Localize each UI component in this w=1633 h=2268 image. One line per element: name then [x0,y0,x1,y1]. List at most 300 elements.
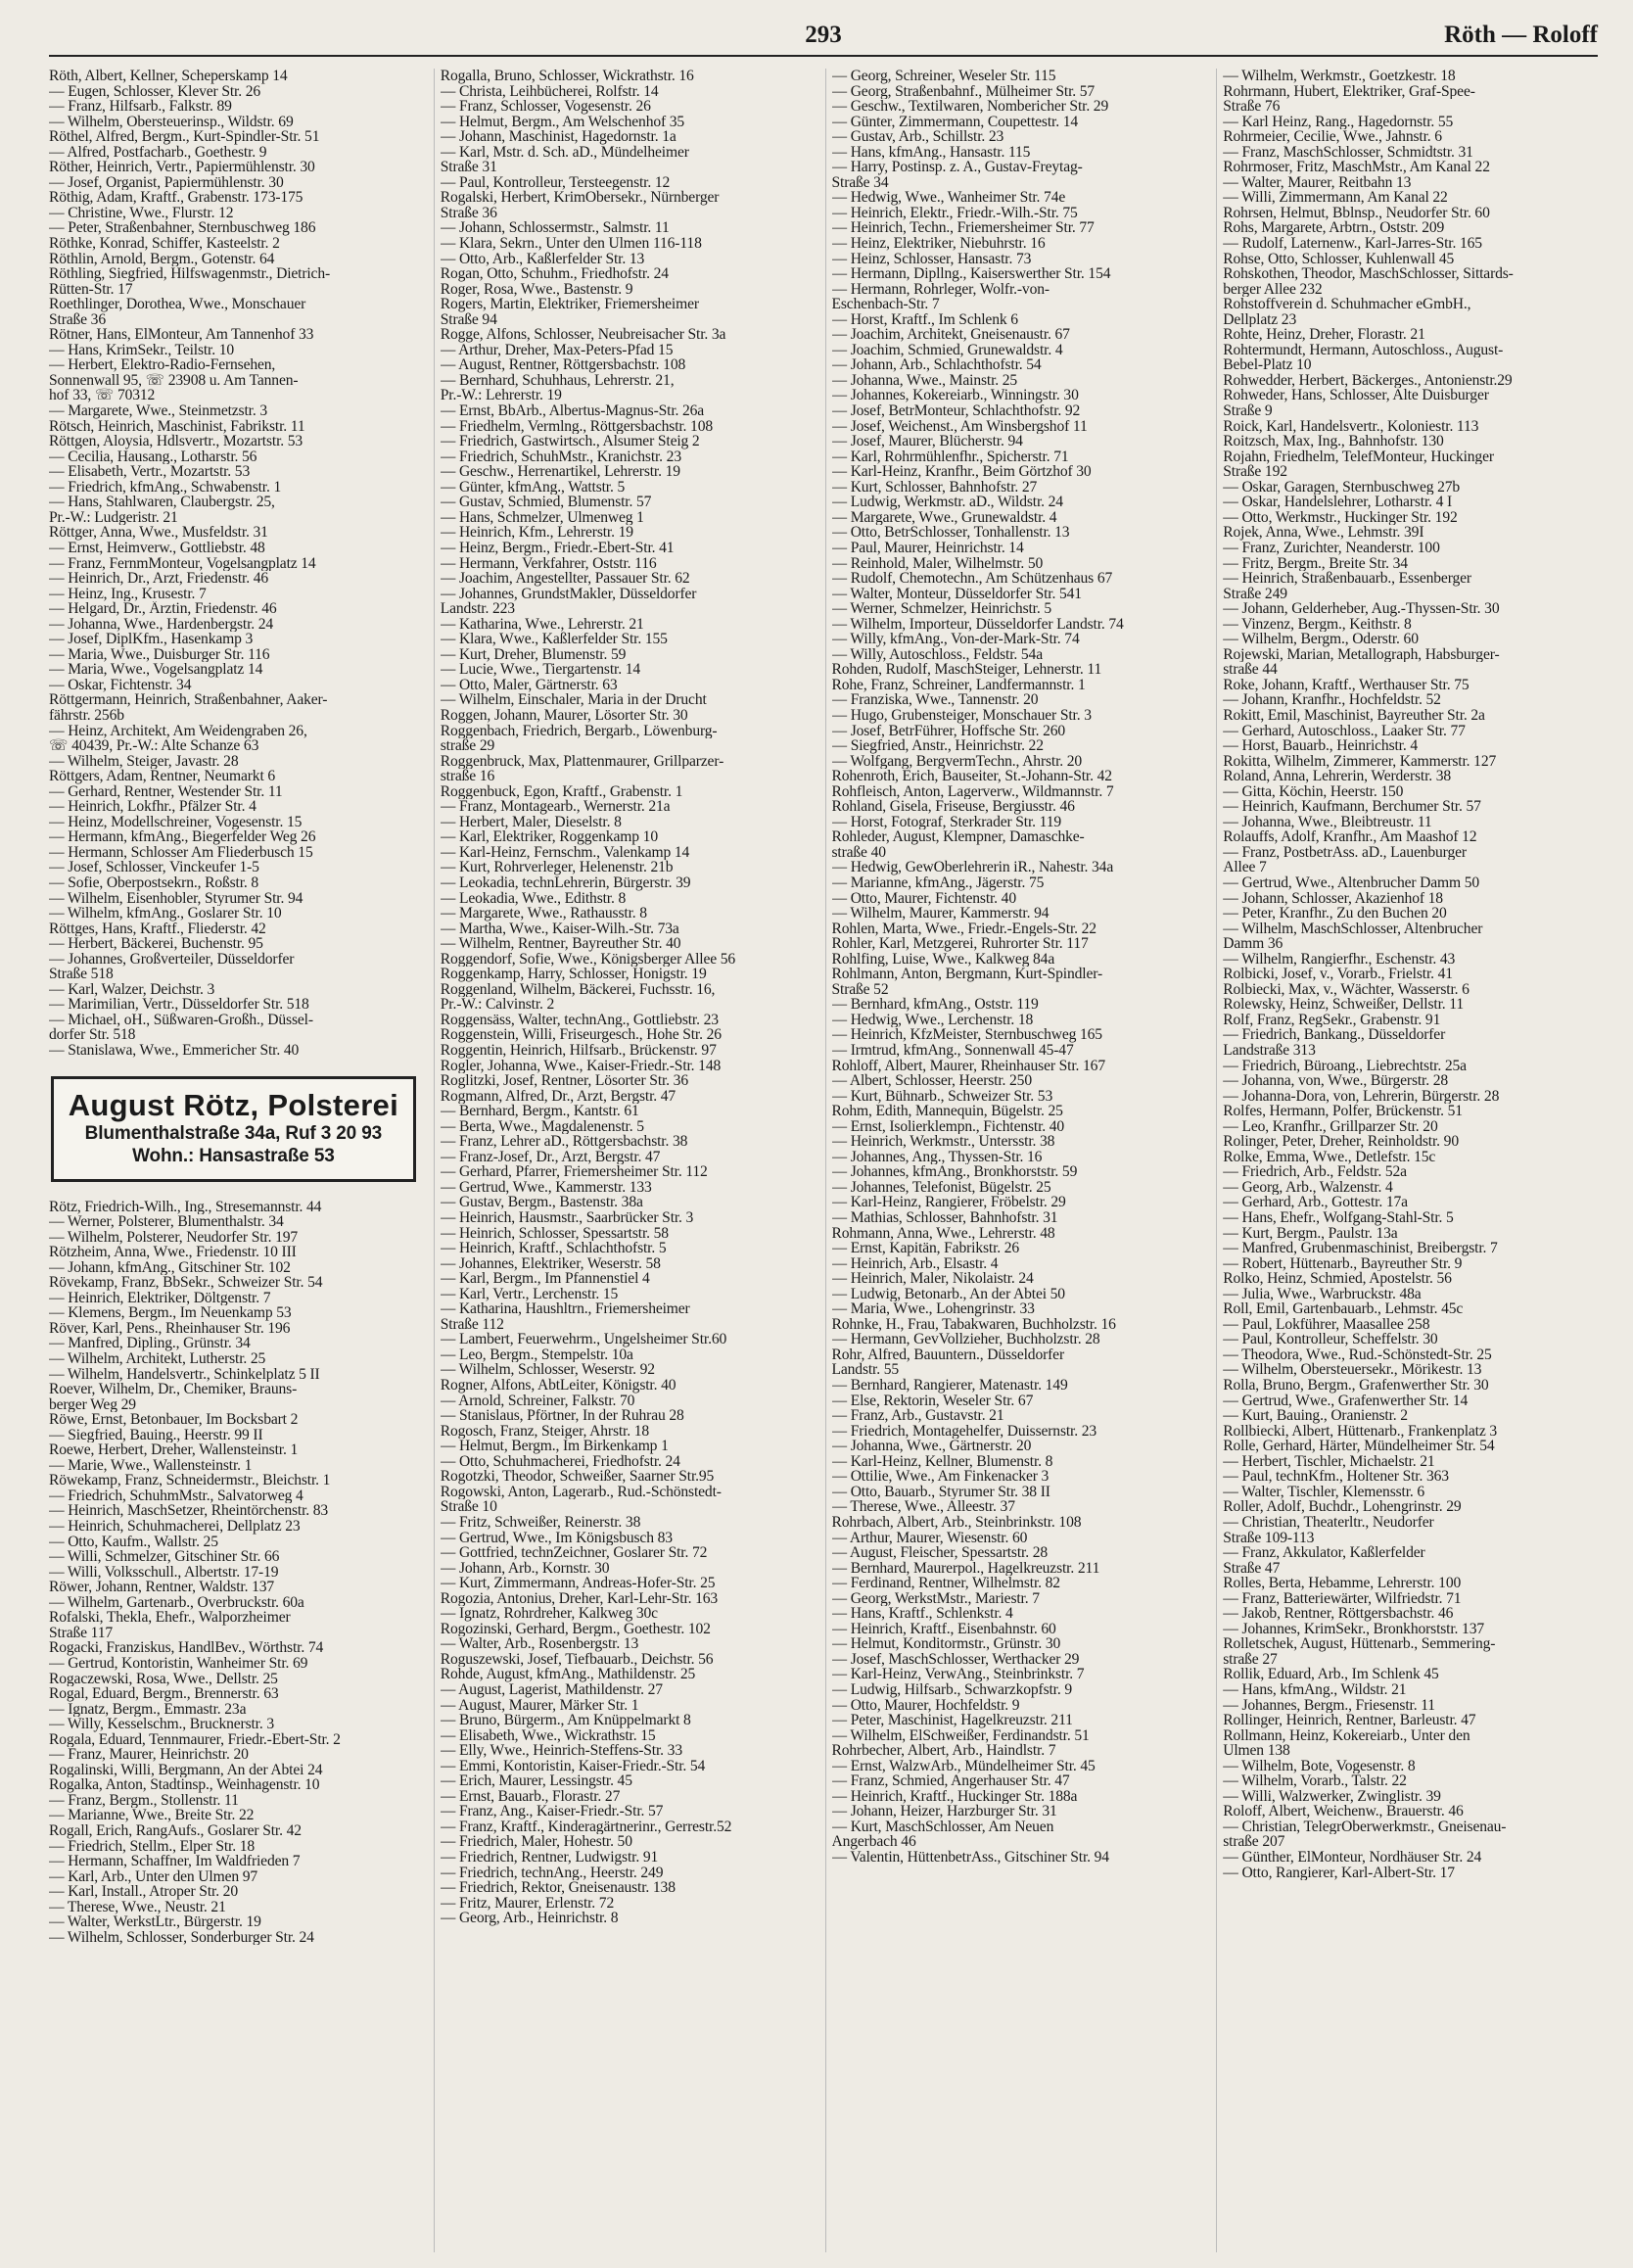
directory-column-1 [49,69,424,2252]
directory-entry-line: — Friedrich, Maler, Hohestr. 50 [440,1834,632,1850]
directory-entry-line: dorfer Str. 518 [49,1027,136,1043]
directory-entry-line: — Manfred, Dipling., Grünstr. 34 [49,1336,251,1352]
directory-entry-line: — Cecilia, Hausang., Lotharstr. 56 [49,449,257,465]
directory-entry-line: Rolke, Emma, Wwe., Detlefstr. 15c [1223,1149,1436,1165]
directory-entry-line: — Karl-Heinz, VerwAng., Steinbrinkstr. 7 [831,1667,1085,1682]
directory-entry-line: Rohrbecher, Albert, Arb., Haindlstr. 7 [831,1743,1056,1759]
directory-entry-line: — Hugo, Grubensteiger, Monschauer Str. 3 [831,707,1092,724]
directory-entry-line: — Marie, Wwe., Wallensteinstr. 1 [49,1457,253,1474]
directory-entry-line: — Otto, Bauarb., Styrumer Str. 38 II [831,1484,1050,1500]
directory-entry-line: — Johannes, Elektriker, Weserstr. 58 [440,1255,661,1272]
directory-entry-line: Rohs, Margarete, Arbtrn., Oststr. 209 [1223,220,1445,237]
directory-entry-line: Rötsch, Heinrich, Maschinist, Fabrikstr. 11 [49,418,305,435]
directory-entry-line: — Stanislaus, Pförtner, In der Ruhrau 28 [440,1408,684,1424]
directory-entry-line: — Georg, Arb., Walzenstr. 4 [1223,1179,1393,1196]
directory-entry-line: — Franz-Josef, Dr., Arzt, Bergstr. 47 [440,1149,661,1165]
directory-entry-line: — Johanna, Wwe., Hardenbergstr. 24 [49,616,274,633]
directory-entry-line: — Albert, Schlosser, Heerstr. 250 [831,1073,1032,1089]
directory-entry-line: berger Weg 29 [49,1396,136,1413]
directory-entry-line: Rogosch, Franz, Steiger, Ahrstr. 18 [440,1423,650,1440]
directory-entry-line: Roggendorf, Sofie, Wwe., Königsberger Allee 56 [440,951,736,968]
directory-entry-line: Rütten-Str. 17 [49,281,133,298]
directory-entry-line: — Ernst, BbArb., Albertus-Magnus-Str. 26a [440,403,705,419]
directory-entry-line: — Georg, Arb., Heinrichstr. 8 [440,1911,619,1926]
directory-entry-line: — Bernhard, kfmAng., Oststr. 119 [831,997,1039,1013]
directory-entry-line: — Gerhard, Autoschloss., Laaker Str. 77 [1223,723,1466,739]
directory-entry-line: — Geschw., Herrenartikel, Lehrerstr. 19 [440,464,680,480]
directory-entry-line: — Hermann, kfmAng., Biegerfelder Weg 26 [49,829,316,845]
directory-entry-line: Rohden, Rudolf, MaschSteiger, Lehnerstr. 11 [831,662,1102,678]
directory-entry-line: Rolinger, Peter, Dreher, Reinholdstr. 90 [1223,1134,1459,1150]
directory-entry-line: — Ernst, WalzwArb., Mündelheimer Str. 45 [831,1758,1096,1774]
directory-entry-line: Straße 518 [49,967,114,982]
directory-entry-line: — Peter, Kranfhr., Zu den Buchen 20 [1223,906,1447,921]
directory-entry-line: — Hans, KrimSekr., Teilstr. 10 [49,342,235,358]
directory-entry-line: — Josef, Organist, Papiermühlenstr. 30 [49,174,284,191]
directory-entry-line: Rövekamp, Franz, BbSekr., Schweizer Str. 54 [49,1275,323,1291]
directory-entry-line: — Willi, Zimmermann, Am Kanal 22 [1223,190,1448,206]
directory-entry-line: Straße 47 [1223,1560,1281,1577]
directory-entry-line: — Werner, Polsterer, Blumenthalstr. 34 [49,1214,284,1230]
directory-entry-line: — Wilhelm, Werkmstr., Goetzkestr. 18 [1223,69,1456,84]
directory-entry-line: — Willy, Autoschloss., Feldstr. 54a [831,646,1043,663]
directory-entry-line: — Georg, WerkstMstr., Mariestr. 7 [831,1590,1040,1607]
directory-entry-line: — Otto, Werkmstr., Huckinger Str. 192 [1223,509,1458,526]
directory-entry-line: — Walter, Tischler, Klemensstr. 6 [1223,1484,1425,1500]
directory-entry-line: — Franz, Montagearb., Wernerstr. 21a [440,799,671,815]
ad-address-line: Blumenthalstraße 34a, Ruf 3 20 93 [84,1122,383,1144]
directory-entry-line: Roggenbuck, Egon, Kraftf., Grabenstr. 1 [440,783,683,800]
directory-entry-line: — Karl-Heinz, Kranfhr., Beim Görtzhof 30 [831,464,1092,480]
directory-entry-line: — Wilhelm, Einschaler, Maria in der Drucht [440,692,707,708]
directory-entry-line: — August, Lagerist, Mathildenstr. 27 [440,1681,663,1698]
directory-entry-line: — Kurt, Rohrverleger, Helenenstr. 21b [440,860,674,875]
directory-entry-line: — Ludwig, Werkmstr. aD., Wildstr. 24 [831,495,1063,510]
directory-entry-line: — Ernst, Kapitän, Fabrikstr. 26 [831,1241,1020,1256]
directory-entry-line: — Franziska, Wwe., Tannenstr. 20 [831,692,1039,708]
directory-entry-line: — Paul, Lokführer, Maasallee 258 [1223,1316,1430,1333]
directory-entry-line: — Therese, Wwe., Neustr. 21 [49,1899,226,1915]
directory-entry-line: Röttgermann, Heinrich, Straßenbahner, Aaker- [49,692,328,708]
directory-entry-line: — Otto, BetrSchlosser, Tonhallenstr. 13 [831,525,1070,541]
directory-entry-line: — Johann, Maschinist, Hagedornstr. 1a [440,129,677,145]
directory-entry-line: Landstr. 223 [440,601,515,617]
directory-entry-line: Straße 76 [1223,99,1281,115]
directory-entry-line: Rohrmoser, Fritz, MaschMstr., Am Kanal 22 [1223,160,1490,175]
directory-entry-line: Rolletschek, August, Hüttenarb., Semmering- [1223,1636,1496,1652]
directory-entry-line: — Joachim, Angestellter, Passauer Str. 62 [440,571,690,587]
directory-entry-line: Rolewsky, Heinz, Schweißer, Dellstr. 11 [1223,997,1464,1013]
directory-entry-line: — Friedrich, Arb., Feldstr. 52a [1223,1164,1407,1180]
directory-entry-line: Rohte, Heinz, Dreher, Florastr. 21 [1223,327,1425,343]
directory-entry-line: — Reinhold, Maler, Wilhelmstr. 50 [831,555,1044,572]
directory-entry-line: Dellplatz 23 [1223,311,1297,328]
directory-entry-line: Roloff, Albert, Weichenw., Brauerstr. 46 [1223,1804,1464,1819]
directory-entry-line: — Franz, Arb., Gustavstr. 21 [831,1408,1004,1424]
directory-entry-line: — Friedrich, SchuhmMstr., Salvatorweg 4 [49,1488,303,1504]
directory-entry-line: — Helmut, Bergm., Am Welschenhof 35 [440,114,685,130]
directory-entry-line: — Gertrud, Kontoristin, Wanheimer Str. 69 [49,1655,308,1672]
directory-entry-line: — Leokadia, Wwe., Edithstr. 8 [440,890,627,907]
directory-entry-line: — Johann, kfmAng., Gitschiner Str. 102 [49,1259,291,1276]
directory-entry-line: Straße 31 [440,160,497,175]
directory-entry-line: Rohmann, Anna, Wwe., Lehrerstr. 48 [831,1225,1055,1242]
directory-entry-line: Rötzheim, Anna, Wwe., Friedenstr. 10 III [49,1245,297,1260]
directory-entry-line: — Karl, Walzer, Deichstr. 3 [49,981,215,998]
directory-entry-line: — Wilhelm, Bergm., Oderstr. 60 [1223,632,1419,647]
directory-entry-line: — Hans, Kraftf., Schlenkstr. 4 [831,1606,1013,1622]
directory-entry-line: Rolauffs, Adolf, Kranfhr., Am Maashof 12 [1223,829,1477,845]
directory-entry-line: Roll, Emil, Gartenbauarb., Lehmstr. 45c [1223,1301,1464,1317]
directory-entry-line: Rohland, Gisela, Friseuse, Bergiusstr. 46 [831,799,1075,815]
directory-entry-line: — Wolfgang, BergvermTechn., Ahrstr. 20 [831,753,1083,770]
directory-entry-line: — Heinrich, Lokfhr., Pfälzer Str. 4 [49,799,257,815]
directory-entry-line: Rogalinski, Willi, Bergmann, An der Abtei 24 [49,1762,323,1778]
directory-entry-line: Rogall, Erich, RangAufs., Goslarer Str. 42 [49,1822,302,1839]
directory-entry-line: — Leokadia, technLehrerin, Bürgerstr. 39 [440,874,691,891]
directory-entry-line: — Friedrich, technAng., Heerstr. 249 [440,1865,664,1881]
directory-entry-line: Rohe, Franz, Schreiner, Landfermannstr. 1 [831,677,1086,693]
directory-entry-line: — Heinrich, Kraftf., Huckinger Str. 188a [831,1788,1078,1805]
directory-entry-line: Rohtermundt, Hermann, Autoschloss., August- [1223,342,1504,358]
directory-entry-line: Roggenkamp, Harry, Schlosser, Honigstr. 19 [440,967,707,982]
directory-entry-line: — Franz, MaschSchlosser, Schmidtstr. 31 [1223,144,1473,161]
directory-entry-line: — Kurt, Zimmermann, Andreas-Hofer-Str. 25 [440,1576,716,1591]
directory-entry-line: — Wilhelm, Obersteuersekr., Mörikestr. 13 [1223,1362,1482,1379]
directory-entry-line: Rogowski, Anton, Lagerarb., Rud.-Schönstedt- [440,1484,722,1500]
directory-entry-line: Rogers, Martin, Elektriker, Friemersheimer [440,297,699,312]
directory-entry-line: — Paul, Maurer, Heinrichstr. 14 [831,540,1024,556]
directory-entry-line: — Franz, Lehrer aD., Röttgersbachstr. 38 [440,1134,688,1150]
directory-entry-line: — Wilhelm, Obersteuerinsp., Wildstr. 69 [49,114,294,130]
directory-entry-line: — Stanislawa, Wwe., Emmericher Str. 40 [49,1043,300,1059]
directory-entry-line: — Bernhard, Maurerpol., Hagelkreuzstr. 211 [831,1560,1100,1577]
directory-entry-line: — Wilhelm, Handelsvertr., Schinkelplatz 5 II [49,1366,320,1383]
advertisement-box [51,1076,416,1182]
directory-entry-line: — Franz, Schmied, Angerhauser Str. 47 [831,1773,1070,1789]
directory-entry-line: — Ferdinand, Rentner, Wilhelmstr. 82 [831,1576,1060,1591]
directory-entry-line: — Paul, Kontrolleur, Tersteegenstr. 12 [440,174,671,191]
directory-entry-line: Bebel-Platz 10 [1223,357,1312,373]
directory-entry-line: — Werner, Schmelzer, Heinrichstr. 5 [831,601,1051,617]
directory-entry-line: Rogalka, Anton, Stadtinsp., Weinhagenstr. 10 [49,1777,320,1793]
directory-entry-line: — Gustav, Bergm., Bastenstr. 38a [440,1195,643,1211]
directory-entry-line: — Manfred, Grubenmaschinist, Breibergstr. 7 [1223,1241,1498,1256]
directory-entry-line: — Kurt, MaschSchlosser, Am Neuen [831,1819,1054,1835]
directory-entry-line: — Johannes, Telefonist, Bügelstr. 25 [831,1179,1051,1196]
directory-entry-line: — Heinrich, Kfm., Lehrerstr. 19 [440,525,633,541]
directory-entry-line: — Eugen, Schlosser, Klever Str. 26 [49,83,261,100]
directory-entry-line: — Karl, Elektriker, Roggenkamp 10 [440,829,658,845]
directory-entry-line: — Günther, ElMonteur, Nordhäuser Str. 24 [1223,1849,1482,1866]
directory-entry-line: — Heinrich, MaschSetzer, Rheintörchenstr. 83 [49,1503,329,1520]
directory-column-3 [825,69,1207,2252]
directory-entry-line: — Horst, Fotograf, Sterkrader Str. 119 [831,814,1062,830]
directory-entry-line: — Joachim, Architekt, Gneisenaustr. 67 [831,327,1070,343]
directory-entry-line: Rolbiecki, Max, v., Wächter, Wasserstr. 6 [1223,981,1470,998]
directory-entry-line: straße 27 [1223,1651,1278,1668]
directory-entry-line: — Michael, oH., Süßwaren-Großh., Düssel- [49,1012,313,1028]
directory-entry-line: — Gerhard, Pfarrer, Friemersheimer Str. 112 [440,1164,708,1180]
directory-entry-line: — Georg, Straßenbahnf., Mülheimer Str. 57 [831,83,1096,100]
directory-entry-line: — Friedrich, Bankang., Düsseldorfer [1223,1027,1446,1043]
directory-entry-line: — Robert, Hüttenarb., Bayreuther Str. 9 [1223,1255,1463,1272]
directory-entry-line: — Franz, Bergm., Stollenstr. 11 [49,1792,239,1809]
directory-entry-line: Rogozinski, Gerhard, Bergm., Goethestr. 102 [440,1621,711,1637]
directory-entry-line: — Geschw., Textilwaren, Nombericher Str. 29 [831,99,1109,115]
directory-entry-line: Rolbicki, Josef, v., Vorarb., Frielstr. 41 [1223,967,1453,982]
directory-entry-line: — Johanna-Dora, von, Lehrerin, Bürgerstr. 28 [1223,1088,1500,1105]
directory-entry-line: — Hermann, Schlosser Am Fliederbusch 15 [49,844,313,861]
directory-entry-line: — Karl Heinz, Rang., Hagedornstr. 55 [1223,114,1454,130]
directory-entry-line: — Willi, Schmelzer, Gitschiner Str. 66 [49,1549,280,1565]
directory-entry-line: — Wilhelm, Importeur, Düsseldorfer Landstr. 74 [831,616,1124,633]
directory-entry-line: Roggen, Johann, Maurer, Lösorter Str. 30 [440,707,688,724]
directory-entry-line: — Willy, Kesselschm., Brucknerstr. 3 [49,1717,275,1732]
directory-entry-line: — Harry, Postinsp. z. A., Gustav-Freytag- [831,160,1083,175]
directory-entry-line: — Walter, Maurer, Reitbahn 13 [1223,174,1412,191]
directory-entry-line: — Willi, Walzwerker, Zwinglistr. 39 [1223,1788,1441,1805]
directory-entry-line: — Lambert, Feuerwehrm., Ungelsheimer Str.60 [440,1332,727,1347]
directory-entry-line: Eschenbach-Str. 7 [831,297,940,312]
directory-entry-line: — Karl, Vertr., Lerchenstr. 15 [440,1286,619,1302]
directory-entry-line: Röwer, Johann, Rentner, Waldstr. 137 [49,1580,275,1595]
directory-entry-line: — Berta, Wwe., Magdalenenstr. 5 [440,1118,644,1135]
directory-entry-line: — Bernhard, Bergm., Kantstr. 61 [440,1104,639,1119]
directory-entry-line: — Franz, PostbetrAss. aD., Lauenburger [1223,844,1467,861]
directory-entry-line: Rohrbach, Albert, Arb., Steinbrinkstr. 108 [831,1514,1082,1531]
directory-entry-line: — Martha, Wwe., Kaiser-Wilh.-Str. 73a [440,921,679,937]
directory-entry-line: Rohloff, Albert, Maurer, Rheinhauser Str. 167 [831,1058,1105,1074]
directory-entry-line: — Otto, Maler, Gärtnerstr. 63 [440,677,618,693]
directory-entry-line: — Josef, DiplKfm., Hasenkamp 3 [49,632,254,647]
column-1-entries-bottom [49,1200,424,1946]
directory-entry-line: — Hedwig, Wwe., Lerchenstr. 18 [831,1012,1034,1028]
directory-entry-line: Rohnke, H., Frau, Tabakwaren, Buchholzstr. 16 [831,1316,1116,1333]
directory-entry-line: — Gustav, Schmied, Blumenstr. 57 [440,495,652,510]
directory-entry-line: Rolfes, Hermann, Polfer, Brückenstr. 51 [1223,1104,1463,1119]
directory-entry-line: Rohweder, Hans, Schlosser, Alte Duisburger [1223,388,1489,404]
directory-entry-line: Rogler, Johanna, Wwe., Kaiser-Friedr.-Str. 148 [440,1058,722,1074]
directory-entry-line: — Heinrich, Schlosser, Spessartstr. 58 [440,1225,669,1242]
directory-entry-line: — Hans, Schmelzer, Ulmenweg 1 [440,509,644,526]
directory-entry-line: Rogal, Eduard, Bergm., Brennerstr. 63 [49,1686,279,1702]
directory-entry-line: — Gertrud, Wwe., Grafenwerther Str. 14 [1223,1393,1469,1409]
directory-entry-line: — Wilhelm, MaschSchlosser, Altenbrucher [1223,921,1483,937]
directory-entry-line: — Otto, Maurer, Hochfeldstr. 9 [831,1697,1020,1714]
directory-entry-line: — Ottilie, Wwe., Am Finkenacker 3 [831,1469,1050,1485]
directory-entry-line: — Johanna, Wwe., Mainstr. 25 [831,372,1018,389]
directory-entry-line: — Christian, Theaterltr., Neudorfer [1223,1514,1434,1531]
directory-entry-line: Rogaczewski, Rosa, Wwe., Dellstr. 25 [49,1671,278,1687]
directory-entry-line: — Heinrich, Maler, Nikolaistr. 24 [831,1271,1034,1287]
directory-entry-line: Roglitzki, Josef, Rentner, Lösorter Str. 36 [440,1073,688,1089]
directory-entry-line: Rolle, Gerhard, Härter, Mündelheimer Str. 54 [1223,1439,1495,1454]
ad-residence-line: Wohn.: Hansastraße 53 [132,1145,335,1166]
directory-entry-line: — Herbert, Tischler, Michaelstr. 21 [1223,1453,1435,1470]
directory-entry-line: straße 207 [1223,1834,1285,1850]
directory-entry-line: — Karl, Install., Atroper Str. 20 [49,1884,238,1900]
directory-entry-line: — Otto, Rangierer, Karl-Albert-Str. 17 [1223,1865,1455,1881]
directory-entry-line: Rogacki, Franziskus, HandlBev., Wörthstr. 74 [49,1640,324,1656]
directory-entry-line: — Ludwig, Hilfsarb., Schwarzkopfstr. 9 [831,1681,1072,1698]
directory-entry-line: — Siegfried, Bauing., Heerstr. 99 II [49,1427,263,1443]
directory-entry-line: — Sofie, Oberpostsekrn., Roßstr. 8 [49,874,259,891]
directory-entry-line: — Walter, Arb., Rosenbergstr. 13 [440,1636,639,1652]
directory-entry-line: Roitzsch, Max, Ing., Bahnhofstr. 130 [1223,434,1444,449]
directory-entry-line: — Helmut, Bergm., Im Birkenkamp 1 [440,1439,669,1454]
directory-entry-line: — Wilhelm, Schlosser, Sonderburger Str. 24 [49,1929,314,1946]
directory-entry-line: — Gustav, Arb., Schillstr. 23 [831,129,1004,145]
directory-entry-line: Rolf, Franz, RegSekr., Grabenstr. 91 [1223,1012,1441,1028]
directory-entry-line: — Klemens, Bergm., Im Neuenkamp 53 [49,1305,292,1321]
directory-entry-line: — Walter, WerkstLtr., Bürgerstr. 19 [49,1914,261,1930]
directory-entry-line: — Johannes, KrimSekr., Bronkhorststr. 137 [1223,1621,1484,1637]
directory-entry-line: — Gitta, Köchin, Heerstr. 150 [1223,783,1404,800]
directory-entry-line: — Oskar, Garagen, Sternbuschweg 27b [1223,479,1461,496]
directory-entry-line: Straße 36 [49,311,106,328]
directory-entry-line: — Heinrich, Techn., Friemersheimer Str. 77 [831,220,1095,237]
directory-entry-line: — Irmtrud, kfmAng., Sonnenwall 45-47 [831,1043,1074,1059]
directory-entry-line: Roggenstein, Willi, Friseurgesch., Hohe Str. 26 [440,1027,722,1043]
directory-entry-line: — Günter, Zimmermann, Coupettestr. 14 [831,114,1079,130]
directory-entry-line: Straße 249 [1223,586,1287,602]
directory-entry-line: — Hans, Stahlwaren, Claubergstr. 25, [49,495,275,510]
directory-entry-line: — Heinz, Bergm., Friedr.-Ebert-Str. 41 [440,540,675,556]
directory-entry-line: — Margarete, Wwe., Rathausstr. 8 [440,906,647,921]
directory-entry-line: Rogner, Alfons, AbtLeiter, Königstr. 40 [440,1378,677,1394]
directory-column-4 [1216,69,1598,2252]
directory-entry-line: — Katharina, Wwe., Lehrerstr. 21 [440,616,644,633]
directory-entry-line: Röth, Albert, Kellner, Scheperskamp 14 [49,69,288,84]
directory-entry-line: — Johann, Gelderheber, Aug.-Thyssen-Str. 30 [1223,601,1500,617]
directory-entry-line: Roick, Karl, Handelsvertr., Koloniestr. 113 [1223,418,1479,435]
directory-entry-line: Pr.-W.: Lehrerstr. 19 [440,388,562,404]
directory-entry-line: — Friedrich, Montagehelfer, Duissernstr. 23 [831,1423,1097,1440]
directory-entry-line: — Heinrich, Hausmstr., Saarbrücker Str. 3 [440,1210,694,1226]
directory-entry-line: — Friedrich, kfmAng., Schwabenstr. 1 [49,479,282,496]
directory-entry-line: Roggenbach, Friedrich, Bergarb., Löwenburg- [440,723,718,739]
directory-entry-line: — Gertrud, Wwe., Altenbrucher Damm 50 [1223,874,1480,891]
directory-entry-line: — Horst, Bauarb., Heinrichstr. 4 [1223,738,1418,754]
directory-entry-line: — Johannes, Großverteiler, Düsseldorfer [49,951,295,968]
directory-entry-line: — Wilhelm, Gartenarb., Overbruckstr. 60a [49,1594,304,1611]
directory-entry-line: Sonnenwall 95, ☏ 23908 u. Am Tannen- [49,372,299,389]
directory-entry-line: Rogala, Eduard, Tennmaurer, Friedr.-Ebert-Str. 2 [49,1731,341,1748]
directory-entry-line: — Friedrich, SchuhMstr., Kranichstr. 23 [440,449,681,465]
directory-entry-line: Röttgen, Aloysia, Hdlsvertr., Mozartstr. 53 [49,434,303,449]
directory-entry-line: — Wilhelm, Steiger, Javastr. 28 [49,753,239,770]
directory-entry-line: Rohde, August, kfmAng., Mathildenstr. 25 [440,1667,696,1682]
directory-entry-line: — Friedrich, Büroang., Liebrechtstr. 25a [1223,1058,1467,1074]
directory-entry-line: — Hans, kfmAng., Wildstr. 21 [1223,1681,1407,1698]
directory-entry-line: Rohrmeier, Cecilie, Wwe., Jahnstr. 6 [1223,129,1442,145]
directory-entry-line: — Wilhelm, Rentner, Bayreuther Str. 40 [440,936,681,952]
directory-entry-line: — Gertrud, Wwe., Im Königsbusch 83 [440,1530,673,1546]
directory-entry-line: Röthke, Konrad, Schiffer, Kasteelstr. 2 [49,236,280,252]
directory-entry-line: — Ignatz, Rohrdreher, Kalkweg 30c [440,1606,658,1622]
directory-entry-line: Straße 109-113 [1223,1530,1315,1546]
directory-entry-line: Straße 94 [440,311,497,328]
directory-entry-line: — Johannes, Bergm., Friesenstr. 11 [1223,1697,1435,1714]
directory-entry-line: — Elly, Wwe., Heinrich-Steffens-Str. 33 [440,1743,682,1759]
directory-entry-line: — Heinrich, Elektriker, Döltgenstr. 7 [49,1290,271,1306]
directory-entry-line: — Heinrich, Straßenbauarb., Essenberger [1223,571,1471,587]
directory-entry-line: — Margarete, Wwe., Steinmetzstr. 3 [49,403,267,419]
directory-entry-line: — Franz, FernmMonteur, Vogelsangplatz 14 [49,555,316,572]
directory-entry-line: Rogotzki, Theodor, Schweißer, Saarner Str.95 [440,1469,715,1485]
directory-entry-line: straße 16 [440,769,495,784]
directory-entry-line: Rollbiecki, Albert, Hüttenarb., Frankenplatz 3 [1223,1423,1498,1440]
directory-entry-line: — Josef, Schlosser, Vinckeufer 1-5 [49,860,259,875]
directory-entry-line: — Willy, kfmAng., Von-der-Mark-Str. 74 [831,632,1080,647]
directory-entry-line: — Friedrich, Rentner, Ludwigstr. 91 [440,1849,659,1866]
directory-entry-line: — Heinz, Elektriker, Niebuhrstr. 16 [831,236,1046,252]
directory-entry-line: Rohlen, Marta, Wwe., Friedr.-Engels-Str. 22 [831,921,1096,937]
directory-entry-line: Roguszewski, Josef, Tiefbauarb., Deichstr. 56 [440,1651,714,1668]
directory-entry-line: — Ernst, Isolierklempn., Fichtenstr. 40 [831,1118,1065,1135]
directory-entry-line: Rohlfing, Luise, Wwe., Kalkweg 84a [831,951,1055,968]
directory-entry-line: — Marianne, kfmAng., Jägerstr. 75 [831,874,1045,891]
directory-entry-line: Straße 10 [440,1499,497,1515]
directory-entry-line: — Klara, Wwe., Kaßlerfelder Str. 155 [440,632,668,647]
directory-entry-line: — Katharina, Haushltrn., Friemersheimer [440,1301,690,1317]
directory-entry-line: — Hermann, Dipllng., Kaiserswerther Str. 154 [831,266,1111,282]
directory-entry-line: — Julia, Wwe., Warbruckstr. 48a [1223,1286,1422,1302]
directory-entry-line: — Margarete, Wwe., Grunewaldstr. 4 [831,509,1057,526]
directory-entry-line: — Heinrich, Kraftf., Eisenbahnstr. 60 [831,1621,1056,1637]
directory-entry-line: — Christa, Leihbücherei, Rolfstr. 14 [440,83,659,100]
directory-entry-line: Rokitta, Wilhelm, Zimmerer, Kammerstr. 127 [1223,753,1497,770]
directory-entry-line: Straße 34 [831,174,889,191]
directory-entry-line: Roewe, Herbert, Dreher, Wallensteinstr. 1 [49,1442,299,1458]
directory-entry-line: — August, Fleischer, Spessartstr. 28 [831,1545,1049,1561]
directory-entry-line: — Hans, kfmAng., Hansastr. 115 [831,144,1031,161]
directory-entry-line: — Maria, Wwe., Lohengrinstr. 33 [831,1301,1035,1317]
directory-entry-line: Damm 36 [1223,936,1283,952]
directory-entry-line: Röttges, Hans, Kraftf., Fliederstr. 42 [49,921,266,937]
directory-entry-line: — Heinrich, Werkmstr., Untersstr. 38 [831,1134,1055,1150]
directory-entry-line: — Heinz, Schlosser, Hansastr. 73 [831,251,1032,267]
directory-entry-line: berger Allee 232 [1223,281,1323,298]
directory-entry-line: — Johanna, Wwe., Bleibtreustr. 11 [1223,814,1432,830]
directory-entry-line: Ulmen 138 [1223,1743,1290,1759]
directory-entry-line: — Bernhard, Rangierer, Matenastr. 149 [831,1378,1068,1394]
directory-entry-line: Röther, Heinrich, Vertr., Papiermühlenstr. 30 [49,160,315,175]
directory-entry-line: — Karl, Rohrmühlenfhr., Spicherstr. 71 [831,449,1069,465]
directory-entry-line: — Josef, BetrMonteur, Schlachthofstr. 92 [831,403,1081,419]
directory-entry-line: — Johannes, GrundstMakler, Düsseldorfer [440,586,697,602]
directory-entry-line: — Heinrich, Kaufmann, Berchumer Str. 57 [1223,799,1481,815]
directory-entry-line: — Erich, Maurer, Lessingstr. 45 [440,1773,632,1789]
directory-entry-line: Straße 117 [49,1625,114,1641]
directory-entry-line: — Emmi, Kontoristin, Kaiser-Friedr.-Str. 54 [440,1758,706,1774]
directory-entry-line: — Mathias, Schlosser, Bahnhofstr. 31 [831,1210,1058,1226]
directory-entry-line: — Heinrich, Schuhmacherei, Dellplatz 23 [49,1519,301,1535]
directory-entry-line: — Helgard, Dr., Ärztin, Friedenstr. 46 [49,601,277,617]
directory-entry-line: — Gerhard, Arb., Gottestr. 17a [1223,1195,1408,1211]
directory-entry-line: — Oskar, Handelslehrer, Lotharstr. 4 I [1223,495,1453,510]
directory-entry-line: — Josef, BetrFührer, Hoffsche Str. 260 [831,723,1066,739]
directory-entry-line: fährstr. 256b [49,707,124,724]
directory-entry-line: Rolles, Berta, Hebamme, Lehrerstr. 100 [1223,1576,1462,1591]
directory-entry-line: — Friedhelm, Vermlng., Röttgersbachstr. 108 [440,418,713,435]
directory-entry-line: Roethlinger, Dorothea, Wwe., Monschauer [49,297,306,312]
page-range-header: Röth — Roloff [1444,22,1598,48]
directory-entry-line: — Gerhard, Rentner, Westender Str. 11 [49,783,283,800]
directory-entry-line: Rollinger, Heinrich, Rentner, Barleustr. 47 [1223,1713,1476,1728]
directory-entry-line: Rohr, Alfred, Bauuntern., Düsseldorfer [831,1347,1064,1363]
